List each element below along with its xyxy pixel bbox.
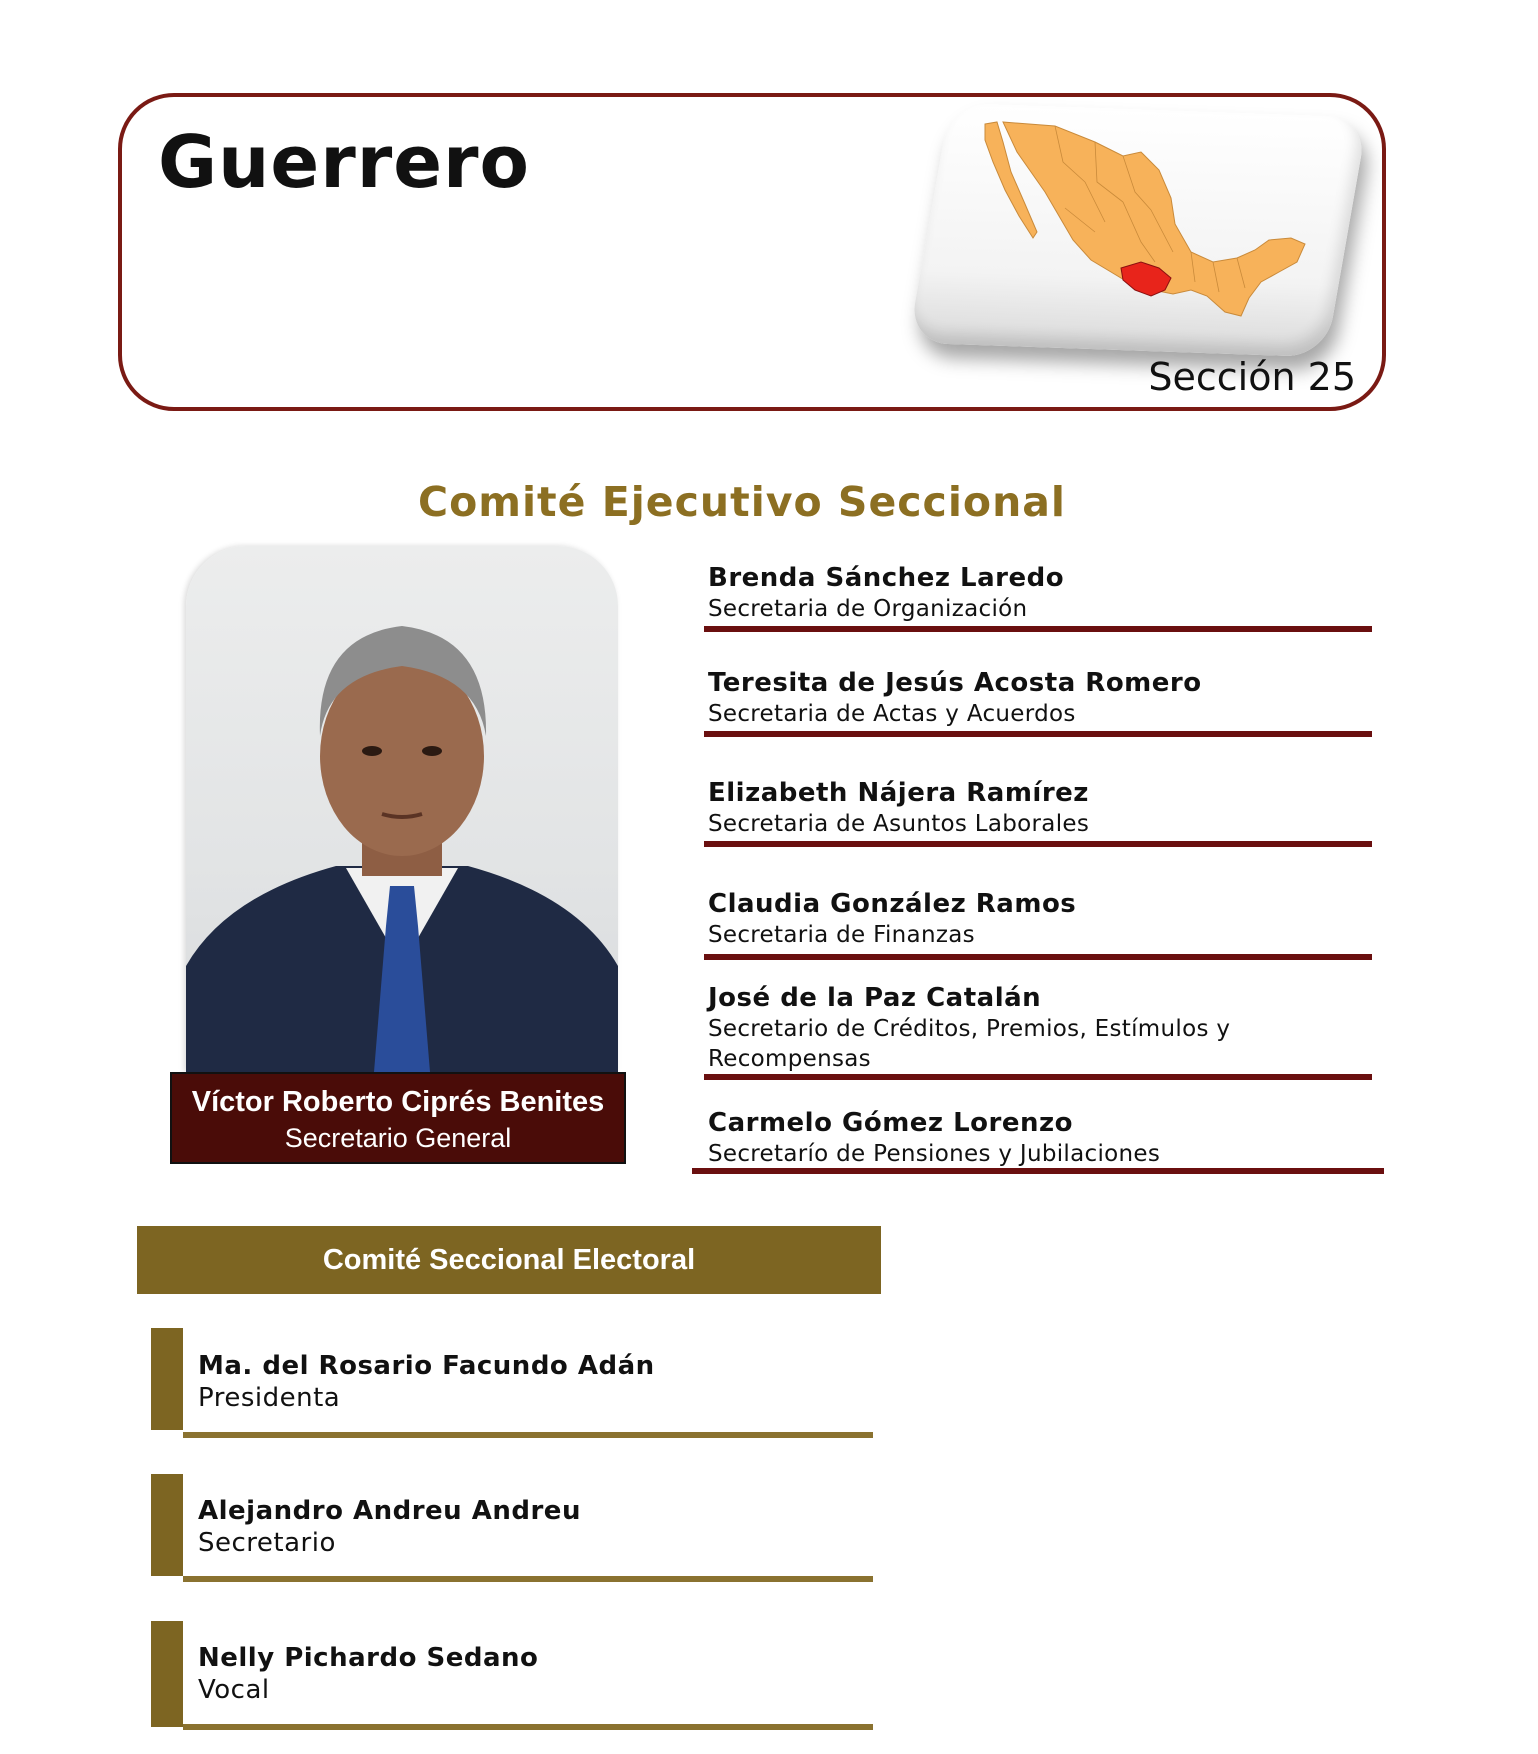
general-secretary-photo	[186, 546, 618, 1072]
divider	[692, 1168, 1384, 1174]
divider	[704, 841, 1372, 847]
member-role: Secretaria de Actas y Acuerdos	[708, 701, 1076, 727]
member-name: José de la Paz Catalán	[708, 983, 1042, 1013]
list-item	[708, 888, 1076, 950]
divider	[183, 1432, 873, 1438]
member-role-continued: Recompensas	[708, 1046, 871, 1072]
member-role: Presidenta	[198, 1383, 341, 1413]
list-item	[198, 1350, 655, 1414]
list-item	[198, 1495, 581, 1559]
member-name: Nelly Pichardo Sedano	[198, 1643, 539, 1673]
member-role: Secretaria de Asuntos Laborales	[708, 811, 1090, 837]
member-role: Secretaria de Finanzas	[708, 922, 975, 948]
accent-bar	[151, 1621, 183, 1727]
list-item	[708, 777, 1089, 839]
list-item	[708, 982, 1230, 1074]
member-name: Elizabeth Nájera Ramírez	[708, 778, 1089, 808]
member-role: Secretaria de Organización	[708, 596, 1028, 622]
list-item	[708, 667, 1202, 729]
divider	[704, 626, 1372, 632]
ces-title	[0, 478, 1538, 526]
member-role: Secretarío de Pensiones y Jubilaciones	[708, 1141, 1161, 1167]
divider	[183, 1724, 873, 1730]
list-item	[708, 1107, 1160, 1169]
general-secretary-name: Víctor Roberto Ciprés Benites	[191, 1086, 605, 1118]
divider	[183, 1576, 873, 1582]
member-name: Claudia González Ramos	[708, 889, 1077, 919]
portrait-image	[186, 546, 618, 1072]
state-title: Guerrero	[158, 120, 531, 204]
mexico-map-icon	[945, 112, 1325, 342]
member-name: Teresita de Jesús Acosta Romero	[708, 668, 1202, 698]
divider	[704, 731, 1372, 737]
member-role: Secretario de Créditos, Premios, Estímulos y	[708, 1016, 1231, 1042]
member-name: Alejandro Andreu Andreu	[198, 1496, 581, 1526]
section-label: Sección 25	[1148, 355, 1356, 399]
member-name: Brenda Sánchez Laredo	[708, 563, 1065, 593]
divider	[704, 954, 1372, 960]
accent-bar	[151, 1328, 183, 1430]
list-item	[198, 1642, 538, 1706]
member-name: Carmelo Gómez Lorenzo	[708, 1108, 1074, 1138]
general-secretary-role: Secretario General	[284, 1123, 512, 1153]
member-role: Vocal	[198, 1675, 270, 1705]
member-role: Secretario	[198, 1528, 336, 1558]
ces-title-text: Comité Ejecutivo Seccional	[418, 478, 1066, 526]
accent-bar	[151, 1474, 183, 1576]
general-secretary-box	[170, 1072, 626, 1164]
divider	[704, 1074, 1372, 1080]
cse-banner: Comité Seccional Electoral	[137, 1226, 881, 1294]
member-name: Ma. del Rosario Facundo Adán	[198, 1351, 655, 1381]
list-item	[708, 562, 1064, 624]
